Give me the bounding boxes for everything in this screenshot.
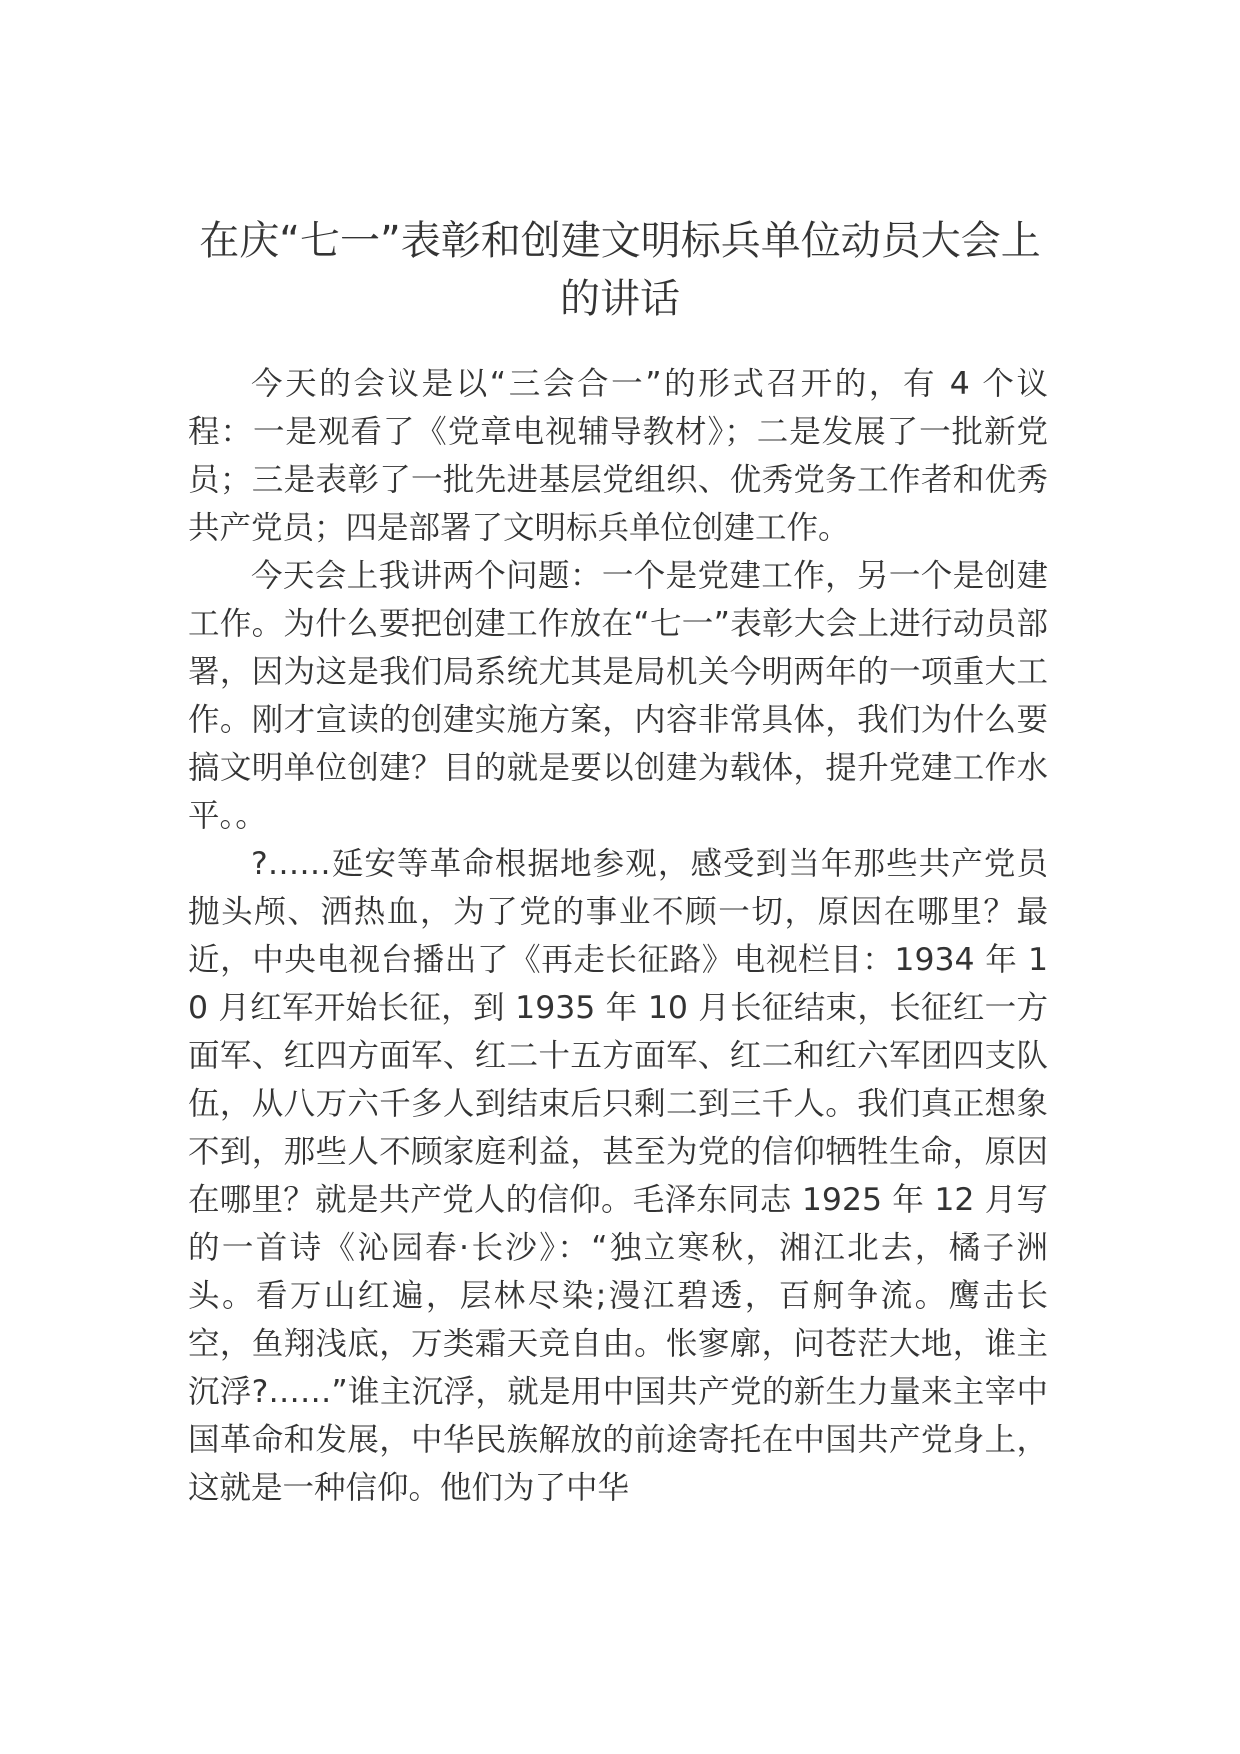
paragraph-2: 今天会上我讲两个问题：一个是党建工作，另一个是创建工作。为什么要把创建工作放在“七一”表彰大会上进行动员部署，因为这是我们局系统尤其是局机关今明两年的一项重大工作。刚才宣读的创建实施方案，内容非常具体，我们为什么要搞文明单位创建？目的就是要以创建为载体，提升党建工作水平。。 xyxy=(188,558,1048,834)
document-title: 在庆“七一”表彰和创建文明标兵单位动员大会上的讲话 xyxy=(199,218,1041,322)
paragraph-3: ?……延安等革命根据地参观，感受到当年那些共产党员抛头颅、洒热血，为了党的事业不顾一切，原因在哪里？最近，中央电视台播出了《再走长征路》电视栏目：1934 年 10 月红军开始长征，到 1935 年 10 月长征结束，长征红一方面军、红四方面军、红二十五方面军、红二和红六军团四支队伍，从八万六千多人到结束后只剩二到三千人。我们真正想象不到，那些人不顾家庭利益，甚至为党的信仰牺牲生命，原因在哪里？就是共产党人的信仰。毛泽东同志 1925 年 12 月写的一首诗《沁园春·长沙》：“独立寒秋，湘江北去，橘子洲头。看万山红遍，层林尽染;漫江碧透，百舸争流。鹰击长空，鱼翔浅底，万类霜天竞自由。怅寥廓，问苍茫大地，谁主沉浮?……”谁主沉浮，就是用中国共产党的新生力量来主宰中国革命和发展，中华民族解放的前途寄托在中国共产党身上，这就是一种信仰。他们为了中华 xyxy=(188,846,1048,1506)
paragraph-1: 今天的会议是以“三会合一”的形式召开的，有 4 个议程：一是观看了《党章电视辅导教材》；二是发展了一批新党员；三是表彰了一批先进基层党组织、优秀党务工作者和优秀共产党员；四是部署了文明标兵单位创建工作。 xyxy=(188,366,1048,546)
document-body xyxy=(188,360,1048,1512)
